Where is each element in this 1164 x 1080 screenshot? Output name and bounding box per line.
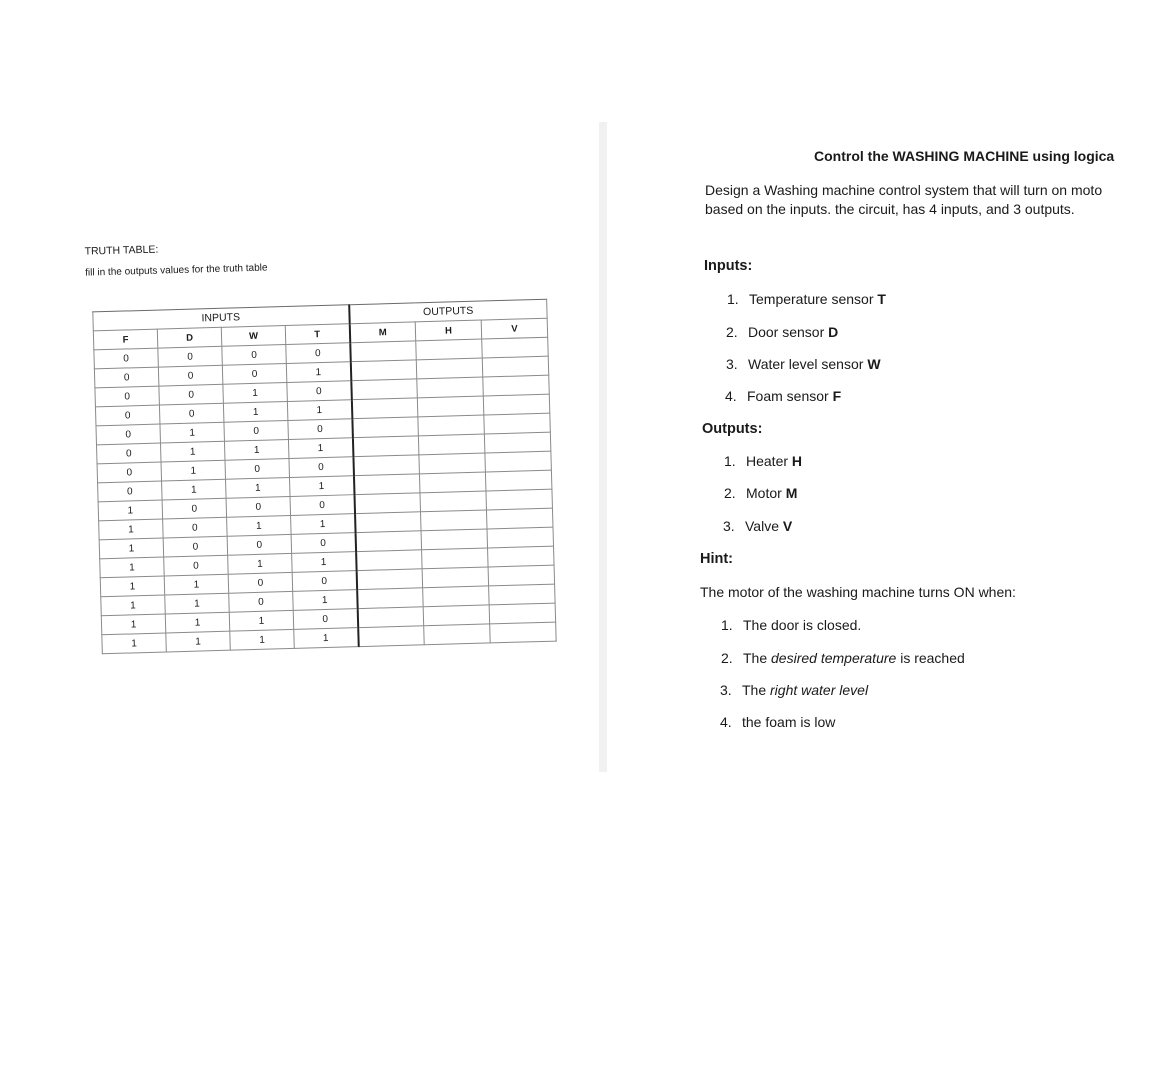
input-cell-f: 1 — [102, 633, 167, 654]
input-cell-f: 1 — [100, 557, 165, 578]
output-cell-h[interactable] — [418, 415, 485, 436]
column-header-t: T — [285, 324, 350, 345]
list-number: 1. — [724, 453, 736, 469]
outputs-group-header: OUTPUTS — [349, 299, 547, 324]
intro-line: based on the inputs. the circuit, has 4 inputs, and 3 outputs. — [705, 201, 1075, 217]
input-cell-w: 1 — [228, 553, 293, 574]
output-cell-m[interactable] — [353, 455, 420, 476]
output-cell-v[interactable] — [489, 603, 556, 624]
input-cell-d: 1 — [160, 422, 225, 443]
output-cell-v[interactable] — [484, 432, 551, 453]
list-number: 1. — [727, 291, 739, 307]
truth-table-instruction: fill in the outputs values for the truth table — [85, 262, 268, 279]
input-cell-d: 0 — [158, 346, 223, 367]
item-symbol: T — [877, 291, 886, 307]
output-cell-h[interactable] — [417, 396, 484, 417]
input-cell-d: 1 — [162, 479, 227, 500]
item-symbol: W — [867, 356, 881, 372]
output-cell-m[interactable] — [355, 531, 422, 552]
input-cell-w: 0 — [229, 591, 294, 612]
item-text: is reached — [896, 650, 965, 666]
output-cell-m[interactable] — [354, 493, 421, 514]
page-divider — [599, 122, 607, 772]
hint-heading: Hint: — [700, 551, 734, 567]
output-item-motor — [724, 485, 797, 501]
output-cell-h[interactable] — [422, 567, 489, 588]
item-emphasis: desired temperature — [771, 650, 897, 666]
item-text: Motor — [746, 485, 786, 501]
truth-table-page — [70, 216, 582, 670]
input-cell-d: 0 — [158, 365, 223, 386]
input-cell-f: 1 — [99, 538, 164, 559]
hint-item-foam — [720, 714, 835, 730]
input-cell-f: 0 — [96, 424, 161, 445]
input-cell-t: 1 — [287, 400, 352, 421]
item-text: Door sensor — [748, 324, 829, 340]
output-cell-m[interactable] — [355, 512, 422, 533]
input-cell-d: 0 — [162, 498, 227, 519]
input-cell-t: 1 — [288, 438, 353, 459]
input-cell-w: 0 — [222, 345, 287, 366]
input-cell-t: 1 — [289, 476, 354, 497]
input-cell-d: 1 — [160, 441, 225, 462]
input-cell-w: 1 — [229, 610, 294, 631]
output-cell-h[interactable] — [416, 339, 483, 360]
input-cell-f: 1 — [101, 614, 166, 635]
input-cell-t: 0 — [291, 533, 356, 554]
input-cell-w: 0 — [227, 534, 292, 555]
output-cell-m[interactable] — [351, 379, 418, 400]
input-cell-f: 0 — [94, 348, 159, 369]
input-cell-f: 1 — [100, 576, 165, 597]
output-cell-m[interactable] — [353, 474, 420, 495]
intro-line: Design a Washing machine control system that will turn on moto — [705, 182, 1103, 198]
input-cell-t: 0 — [288, 419, 353, 440]
item-emphasis: right water level — [770, 682, 869, 698]
item-symbol: V — [782, 518, 793, 534]
input-cell-t: 0 — [290, 495, 355, 516]
output-cell-v[interactable] — [490, 622, 557, 643]
truth-table-heading: TRUTH TABLE: — [84, 243, 159, 258]
input-cell-f: 0 — [97, 462, 162, 483]
list-number: 1. — [721, 617, 733, 633]
item-text: Water level sensor — [748, 356, 868, 372]
output-cell-v[interactable] — [483, 375, 550, 396]
input-cell-f: 0 — [98, 481, 163, 502]
input-cell-t: 0 — [289, 457, 354, 478]
input-cell-d: 0 — [159, 384, 224, 405]
output-cell-v[interactable] — [483, 394, 550, 415]
output-cell-v[interactable] — [486, 508, 553, 529]
input-item-temperature — [727, 291, 886, 307]
page-title: Control the WASHING MACHINE using logica — [814, 148, 1115, 164]
list-number: 4. — [725, 388, 737, 404]
output-cell-h[interactable] — [418, 434, 485, 455]
input-cell-w: 0 — [225, 458, 290, 479]
truth-table-body — [94, 337, 556, 654]
item-text: The — [743, 650, 772, 666]
truth-table — [92, 299, 556, 655]
output-cell-h[interactable] — [419, 453, 486, 474]
column-header-m: M — [349, 322, 416, 343]
list-number: 2. — [726, 324, 738, 340]
input-cell-d: 1 — [165, 612, 230, 633]
output-cell-m[interactable] — [357, 588, 424, 609]
assignment-page — [700, 140, 1164, 760]
input-cell-w: 1 — [226, 477, 291, 498]
input-item-water-level — [726, 356, 881, 372]
output-cell-v[interactable] — [488, 565, 555, 586]
output-cell-v[interactable] — [488, 546, 555, 567]
input-cell-w: 1 — [230, 629, 295, 650]
inputs-heading: Inputs: — [704, 258, 753, 274]
hint-item-temperature — [721, 650, 965, 666]
input-cell-t: 1 — [292, 552, 357, 573]
list-number: 2. — [721, 650, 733, 666]
list-number: 3. — [720, 682, 732, 698]
output-cell-h[interactable] — [421, 510, 488, 531]
output-cell-v[interactable] — [485, 451, 552, 472]
item-text: Heater — [746, 453, 792, 469]
output-cell-h[interactable] — [417, 377, 484, 398]
item-text: Foam sensor — [747, 388, 833, 404]
input-cell-d: 1 — [164, 574, 229, 595]
column-header-f: F — [93, 329, 158, 350]
output-cell-m[interactable] — [351, 398, 418, 419]
input-cell-d: 0 — [159, 403, 224, 424]
input-cell-w: 0 — [226, 496, 291, 517]
list-number: 3. — [726, 356, 738, 372]
column-header-h: H — [415, 320, 482, 341]
input-cell-d: 0 — [164, 555, 229, 576]
item-symbol: M — [785, 485, 798, 501]
output-cell-m[interactable] — [356, 569, 423, 590]
list-number: 2. — [724, 485, 736, 501]
output-cell-h[interactable] — [420, 491, 487, 512]
output-cell-m[interactable] — [358, 626, 425, 647]
output-cell-m[interactable] — [357, 607, 424, 628]
input-cell-t: 0 — [293, 609, 358, 630]
intro-paragraph — [705, 181, 1102, 219]
hint-item-door — [721, 617, 861, 633]
hint-text: The motor of the washing machine turns ON when: — [700, 584, 1016, 600]
output-cell-m[interactable] — [352, 417, 419, 438]
input-cell-f: 0 — [95, 386, 160, 407]
input-cell-d: 0 — [163, 536, 228, 557]
input-cell-w: 1 — [224, 439, 289, 460]
input-item-foam — [725, 388, 841, 404]
item-symbol: H — [791, 453, 803, 469]
output-cell-v[interactable] — [487, 527, 554, 548]
input-cell-f: 0 — [95, 405, 160, 426]
inputs-group-header: INPUTS — [93, 305, 349, 331]
output-cell-m[interactable] — [356, 550, 423, 571]
output-cell-h[interactable] — [416, 358, 483, 379]
output-cell-v[interactable] — [482, 337, 549, 358]
input-cell-f: 1 — [98, 500, 163, 521]
input-cell-d: 1 — [166, 631, 231, 652]
input-cell-f: 0 — [94, 367, 159, 388]
input-cell-w: 0 — [228, 572, 293, 593]
column-header-v: V — [481, 318, 548, 339]
input-cell-w: 1 — [223, 401, 288, 422]
output-item-valve — [723, 518, 792, 534]
input-cell-t: 1 — [286, 362, 351, 383]
item-text: Temperature sensor — [749, 291, 878, 307]
input-cell-f: 1 — [101, 595, 166, 616]
item-symbol: D — [828, 324, 839, 340]
item-text: Valve — [745, 518, 783, 534]
item-text: The — [742, 682, 771, 698]
input-cell-t: 1 — [291, 514, 356, 535]
input-cell-f: 1 — [99, 519, 164, 540]
input-cell-t: 0 — [287, 381, 352, 402]
output-cell-h[interactable] — [423, 586, 490, 607]
output-cell-v[interactable] — [486, 489, 553, 510]
input-cell-w: 1 — [227, 515, 292, 536]
output-cell-h[interactable] — [421, 529, 488, 550]
output-cell-v[interactable] — [484, 413, 551, 434]
output-cell-h[interactable] — [424, 624, 491, 645]
input-cell-f: 0 — [97, 443, 162, 464]
input-cell-w: 1 — [223, 383, 288, 404]
column-header-w: W — [221, 326, 286, 347]
input-item-door — [726, 324, 838, 340]
hint-item-water-level — [720, 682, 868, 698]
input-cell-t: 0 — [292, 571, 357, 592]
item-symbol: F — [832, 388, 842, 404]
output-item-heater — [724, 453, 802, 469]
list-number: 4. — [720, 714, 732, 730]
output-cell-h[interactable] — [419, 472, 486, 493]
output-cell-m[interactable] — [352, 436, 419, 457]
item-text: the foam is low — [742, 714, 836, 730]
input-cell-d: 1 — [161, 460, 226, 481]
item-text: The door is closed. — [743, 617, 862, 633]
input-cell-d: 0 — [163, 517, 228, 538]
list-number: 3. — [723, 518, 735, 534]
input-cell-t: 0 — [286, 343, 351, 364]
input-cell-t: 1 — [294, 628, 359, 649]
output-cell-h[interactable] — [423, 605, 490, 626]
output-cell-h[interactable] — [422, 548, 489, 569]
input-cell-d: 1 — [165, 593, 230, 614]
output-cell-v[interactable] — [485, 470, 552, 491]
column-header-d: D — [157, 327, 222, 348]
input-cell-t: 1 — [293, 590, 358, 611]
output-cell-v[interactable] — [489, 584, 556, 605]
output-cell-m[interactable] — [350, 360, 417, 381]
output-cell-m[interactable] — [350, 341, 417, 362]
input-cell-w: 0 — [222, 364, 287, 385]
output-cell-v[interactable] — [482, 356, 549, 377]
outputs-heading: Outputs: — [702, 421, 763, 437]
input-cell-w: 0 — [224, 420, 289, 441]
